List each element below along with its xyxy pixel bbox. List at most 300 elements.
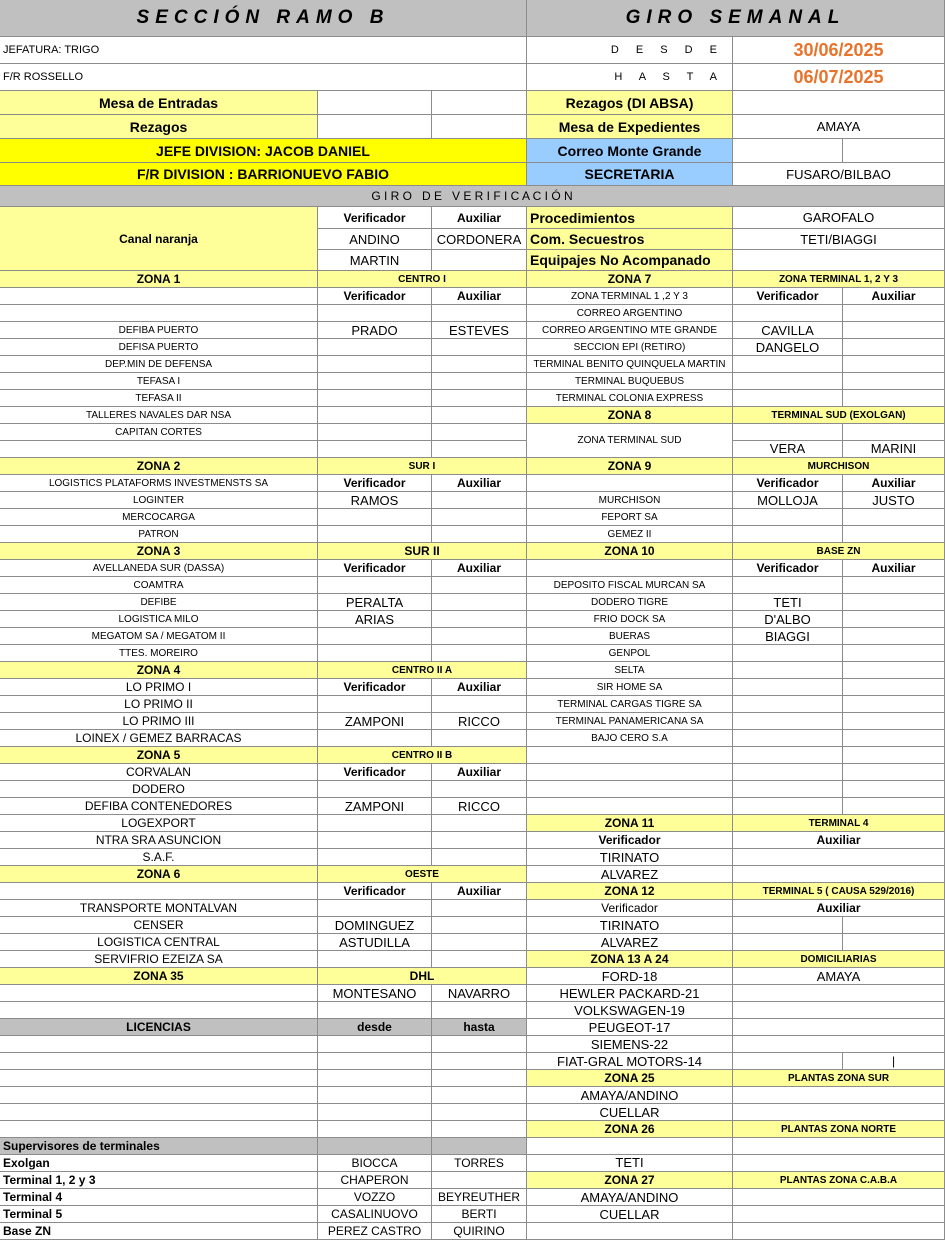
- zone-name: TETI: [527, 1155, 733, 1172]
- zone-item: ZONA TERMINAL SUD: [527, 424, 733, 458]
- empty-cell: [733, 934, 843, 951]
- zona-25-header: ZONA 25: [527, 1070, 733, 1087]
- empty-cell: [0, 305, 318, 322]
- canal-verificador-1: ANDINO: [318, 229, 432, 250]
- zone-item: LOGINTER: [0, 492, 318, 509]
- zone-item: FIAT-GRAL MOTORS-14: [527, 1053, 733, 1070]
- auxiliar-name: RICCO: [432, 798, 527, 815]
- zona-10-header: ZONA 10: [527, 543, 733, 560]
- supervisor-name: TORRES: [432, 1155, 527, 1172]
- zone-item: SIR HOME SA: [527, 679, 733, 696]
- empty-cell: [432, 611, 527, 628]
- empty-cell: [733, 1087, 945, 1104]
- zone-item: DEFISA PUERTO: [0, 339, 318, 356]
- jefe-division: JEFE DIVISION: JACOB DANIEL: [0, 139, 527, 163]
- supervisor-terminal: Exolgan: [0, 1155, 318, 1172]
- empty-cell: [0, 441, 318, 458]
- empty-cell: [733, 662, 843, 679]
- empty-cell: [733, 1053, 843, 1070]
- zone-name: AMAYA/ANDINO: [527, 1087, 733, 1104]
- zona-2-header: ZONA 2: [0, 458, 318, 475]
- empty-cell: [733, 849, 945, 866]
- empty-cell: [527, 798, 733, 815]
- supervisor-name: CHAPERON: [318, 1172, 432, 1189]
- zone-item: CORREO ARGENTINO MTE GRANDE: [527, 322, 733, 339]
- verificador-name: DOMINGUEZ: [318, 917, 432, 934]
- empty-cell: [432, 1138, 527, 1155]
- plantas-caba-header: PLANTAS ZONA C.A.B.A: [733, 1172, 945, 1189]
- auxiliar-header: Auxiliar: [432, 475, 527, 492]
- empty-cell: [733, 1002, 945, 1019]
- bar-mark: |: [843, 1053, 945, 1070]
- zone-item: COAMTRA: [0, 577, 318, 594]
- auxiliar-name: JUSTO: [843, 492, 945, 509]
- zone-item: CORVALAN: [0, 764, 318, 781]
- secretaria-value: FUSARO/BILBAO: [733, 163, 945, 186]
- supervisor-name: CASALINUOVO: [318, 1206, 432, 1223]
- empty-cell: [318, 1070, 432, 1087]
- zona-8-header: ZONA 8: [527, 407, 733, 424]
- verificador-header: Verificador: [318, 679, 432, 696]
- verificador-header: Verificador: [318, 475, 432, 492]
- verificador-name: TIRINATO: [527, 849, 733, 866]
- empty-cell: [0, 288, 318, 305]
- supervisor-name: PEREZ CASTRO: [318, 1223, 432, 1240]
- zona-13-24-header: ZONA 13 A 24: [527, 951, 733, 968]
- plantas-norte-header: PLANTAS ZONA NORTE: [733, 1121, 945, 1138]
- empty-cell: [733, 390, 843, 407]
- zone-item: DODERO: [0, 781, 318, 798]
- empty-cell: [318, 849, 432, 866]
- empty-cell: [0, 1070, 318, 1087]
- auxiliar-header: Auxiliar: [432, 288, 527, 305]
- empty-cell: [318, 815, 432, 832]
- zona-11-header: ZONA 11: [527, 815, 733, 832]
- empty-cell: [733, 1223, 945, 1240]
- verificador-name: RAMOS: [318, 492, 432, 509]
- auxiliar-header: Auxiliar: [432, 679, 527, 696]
- zone-item: DEFIBA CONTENEDORES: [0, 798, 318, 815]
- empty-cell: [318, 339, 432, 356]
- zone-item: CORREO ARGENTINO: [527, 305, 733, 322]
- empty-cell: [318, 1036, 432, 1053]
- sur-2-header: SUR II: [318, 543, 527, 560]
- auxiliar-header: Auxiliar: [432, 764, 527, 781]
- verificador-name: ZAMPONI: [318, 713, 432, 730]
- empty-cell: [843, 747, 945, 764]
- empty-cell: [0, 1036, 318, 1053]
- zone-item: DEFIBA PUERTO: [0, 322, 318, 339]
- zone-item: MEGATOM SA / MEGATOM II: [0, 628, 318, 645]
- empty-cell: [432, 424, 527, 441]
- empty-cell: [527, 1138, 733, 1155]
- empty-cell: [733, 91, 945, 115]
- auxiliar-header: Auxiliar: [432, 560, 527, 577]
- empty-cell: [843, 356, 945, 373]
- empty-cell: [733, 798, 843, 815]
- com-secuestros: Com. Secuestros: [527, 229, 733, 250]
- licencias-hasta: hasta: [432, 1019, 527, 1036]
- empty-cell: [432, 1104, 527, 1121]
- empty-cell: [733, 577, 843, 594]
- zona-26-header: ZONA 26: [527, 1121, 733, 1138]
- verificador-header: Verificador: [318, 560, 432, 577]
- empty-cell: [432, 390, 527, 407]
- empty-cell: [318, 91, 432, 115]
- empty-cell: [432, 91, 527, 115]
- mesa-expedientes: Mesa de Expedientes: [527, 115, 733, 139]
- murchison-header: MURCHISON: [733, 458, 945, 475]
- empty-cell: [432, 526, 527, 543]
- empty-cell: [843, 764, 945, 781]
- empty-cell: [432, 645, 527, 662]
- giro-semanal-title: GIRO SEMANAL: [527, 0, 945, 37]
- correo-monte-grande: Correo Monte Grande: [527, 139, 733, 163]
- empty-cell: [318, 1087, 432, 1104]
- verificador-name: DANGELO: [733, 339, 843, 356]
- supervisor-terminal: Base ZN: [0, 1223, 318, 1240]
- zone-item: TERMINAL CARGAS TIGRE SA: [527, 696, 733, 713]
- empty-cell: [432, 832, 527, 849]
- empty-cell: [843, 322, 945, 339]
- supervisor-name: [432, 1172, 527, 1189]
- empty-cell: [318, 1002, 432, 1019]
- zone-item: LO PRIMO II: [0, 696, 318, 713]
- verificador-name: ALVAREZ: [527, 934, 733, 951]
- zone-item: TEFASA II: [0, 390, 318, 407]
- empty-cell: [733, 526, 843, 543]
- empty-cell: [843, 373, 945, 390]
- desde-label: [527, 37, 733, 64]
- empty-cell: [733, 1189, 945, 1206]
- zone-item: TEFASA I: [0, 373, 318, 390]
- empty-cell: [733, 139, 843, 163]
- empty-cell: [843, 305, 945, 322]
- verificador-header: Verificador: [527, 832, 733, 849]
- empty-cell: [843, 594, 945, 611]
- empty-cell: [318, 951, 432, 968]
- empty-cell: [0, 1121, 318, 1138]
- empty-cell: [318, 730, 432, 747]
- zone-item: HEWLER PACKARD-21: [527, 985, 733, 1002]
- mesa-expedientes-value: AMAYA: [733, 115, 945, 139]
- empty-cell: [318, 1053, 432, 1070]
- zone-item: LOGISTICS PLATAFORMS INVESTMENSTS SA: [0, 475, 318, 492]
- empty-cell: [733, 696, 843, 713]
- hasta-label: [527, 64, 733, 91]
- zone-item: GEMEZ II: [527, 526, 733, 543]
- empty-cell: [432, 1036, 527, 1053]
- empty-cell: [318, 356, 432, 373]
- zone-item: DEFIBE: [0, 594, 318, 611]
- empty-cell: [733, 747, 843, 764]
- terminal-4-header: TERMINAL 4: [733, 815, 945, 832]
- empty-cell: [0, 985, 318, 1002]
- empty-cell: [843, 509, 945, 526]
- com-secuestros-value: TETI/BIAGGI: [733, 229, 945, 250]
- zona-27-header: ZONA 27: [527, 1172, 733, 1189]
- empty-cell: [432, 900, 527, 917]
- empty-cell: [318, 407, 432, 424]
- empty-cell: [733, 713, 843, 730]
- empty-cell: [0, 1087, 318, 1104]
- zona-12-header: ZONA 12: [527, 883, 733, 900]
- auxiliar-name: RICCO: [432, 713, 527, 730]
- fr-label: F/R ROSSELLO: [0, 64, 527, 91]
- empty-cell: [432, 373, 527, 390]
- empty-cell: [843, 917, 945, 934]
- empty-cell: [318, 115, 432, 139]
- zona-7-header: ZONA 7: [527, 271, 733, 288]
- empty-cell: [843, 662, 945, 679]
- verificador-name: VERA: [733, 441, 843, 458]
- domiciliarias-name: AMAYA: [733, 968, 945, 985]
- supervisor-terminal: Terminal 5: [0, 1206, 318, 1223]
- zone-item: TERMINAL COLONIA EXPRESS: [527, 390, 733, 407]
- verificador-name: ARIAS: [318, 611, 432, 628]
- zone-item: LOINEX / GEMEZ BARRACAS: [0, 730, 318, 747]
- empty-cell: [733, 250, 945, 271]
- licencias-desde: desde: [318, 1019, 432, 1036]
- jefatura-label: JEFATURA: TRIGO: [0, 37, 527, 64]
- empty-cell: [843, 611, 945, 628]
- canal-verificador-2: MARTIN: [318, 250, 432, 271]
- empty-cell: [432, 115, 527, 139]
- empty-cell: [733, 917, 843, 934]
- empty-cell: [733, 1155, 945, 1172]
- rezagos-absa: Rezagos (DI ABSA): [527, 91, 733, 115]
- empty-cell: [733, 305, 843, 322]
- domiciliarias-header: DOMICILIARIAS: [733, 951, 945, 968]
- empty-cell: [432, 781, 527, 798]
- empty-cell: [733, 730, 843, 747]
- procedimientos-value: GAROFALO: [733, 207, 945, 229]
- verificador-name: ALVAREZ: [527, 866, 733, 883]
- verificador-header: Verificador: [733, 560, 843, 577]
- empty-cell: [432, 1087, 527, 1104]
- empty-cell: [432, 917, 527, 934]
- oeste-header: OESTE: [318, 866, 527, 883]
- canal-verificador-header: Verificador: [318, 207, 432, 229]
- zone-item: S.A.F.: [0, 849, 318, 866]
- empty-cell: [318, 645, 432, 662]
- empty-cell: [843, 713, 945, 730]
- empty-cell: [843, 934, 945, 951]
- empty-cell: [843, 424, 945, 441]
- canal-auxiliar-header: Auxiliar: [432, 207, 527, 229]
- auxiliar-header: Auxiliar: [843, 560, 945, 577]
- fr-division: F/R DIVISION : BARRIONUEVO FABIO: [0, 163, 527, 186]
- empty-cell: [432, 509, 527, 526]
- verificador-name: D'ALBO: [733, 611, 843, 628]
- supervisor-terminal: Terminal 1, 2 y 3: [0, 1172, 318, 1189]
- verificador-header: Verificador: [318, 764, 432, 781]
- zone-item: PATRON: [0, 526, 318, 543]
- verificador-name: CAVILLA: [733, 322, 843, 339]
- empty-cell: [0, 1002, 318, 1019]
- empty-cell: [843, 390, 945, 407]
- zona-9-header: ZONA 9: [527, 458, 733, 475]
- zone-item: DEP.MIN DE DEFENSA: [0, 356, 318, 373]
- terminal-sud-header: TERMINAL SUD (EXOLGAN): [733, 407, 945, 424]
- empty-cell: [733, 356, 843, 373]
- desde-label-text: D E S D E: [610, 44, 724, 56]
- zone-name: CUELLAR: [527, 1104, 733, 1121]
- auxiliar-name: ESTEVES: [432, 322, 527, 339]
- mesa-entradas: Mesa de Entradas: [0, 91, 318, 115]
- zona-5-header: ZONA 5: [0, 747, 318, 764]
- zone-item: SELTA: [527, 662, 733, 679]
- verificador-name: ASTUDILLA: [318, 934, 432, 951]
- centro-2a-header: CENTRO II A: [318, 662, 527, 679]
- supervisor-name: BEYREUTHER: [432, 1189, 527, 1206]
- secretaria: SECRETARIA: [527, 163, 733, 186]
- giro-verificacion-header: G I R O D E V E R I F I C A C I Ó N: [0, 186, 945, 207]
- empty-cell: [432, 696, 527, 713]
- zona-1-header: ZONA 1: [0, 271, 318, 288]
- empty-cell: [843, 645, 945, 662]
- zone-name: AMAYA/ANDINO: [527, 1189, 733, 1206]
- empty-cell: [843, 339, 945, 356]
- verificador-header: Verificador: [318, 288, 432, 305]
- terminal-123-header: ZONA TERMINAL 1, 2 Y 3: [733, 271, 945, 288]
- empty-cell: [318, 526, 432, 543]
- empty-cell: [432, 305, 527, 322]
- verificador-name: PERALTA: [318, 594, 432, 611]
- verificador-header: Verificador: [733, 288, 843, 305]
- verificador-name: TIRINATO: [527, 917, 733, 934]
- zone-item: LO PRIMO I: [0, 679, 318, 696]
- empty-cell: [432, 730, 527, 747]
- zone-item: CAPITAN CORTES: [0, 424, 318, 441]
- supervisor-name: QUIRINO: [432, 1223, 527, 1240]
- empty-cell: [843, 798, 945, 815]
- auxiliar-name: NAVARRO: [432, 985, 527, 1002]
- empty-cell: [432, 441, 527, 458]
- zone-item: SERVIFRIO EZEIZA SA: [0, 951, 318, 968]
- empty-cell: [318, 1104, 432, 1121]
- empty-cell: [432, 1121, 527, 1138]
- procedimientos: Procedimientos: [527, 207, 733, 229]
- empty-cell: [432, 594, 527, 611]
- zone-item: ZONA TERMINAL 1 ,2 Y 3: [527, 288, 733, 305]
- auxiliar-header: Auxiliar: [733, 832, 945, 849]
- empty-cell: [733, 781, 843, 798]
- plantas-sur-header: PLANTAS ZONA SUR: [733, 1070, 945, 1087]
- sur-1-header: SUR I: [318, 458, 527, 475]
- zone-item: MURCHISON: [527, 492, 733, 509]
- equipajes: Equipajes No Acompanado: [527, 250, 733, 271]
- empty-cell: [318, 577, 432, 594]
- empty-cell: [527, 475, 733, 492]
- zone-item: LOGISTICA CENTRAL: [0, 934, 318, 951]
- zona-3-header: ZONA 3: [0, 543, 318, 560]
- hasta-label-text: H A S T A: [614, 71, 724, 83]
- zone-item: FRIO DOCK SA: [527, 611, 733, 628]
- zone-name: CUELLAR: [527, 1206, 733, 1223]
- empty-cell: [733, 1019, 945, 1036]
- empty-cell: [432, 1070, 527, 1087]
- zone-item: MERCOCARGA: [0, 509, 318, 526]
- supervisor-name: BIOCCA: [318, 1155, 432, 1172]
- empty-cell: [733, 1138, 945, 1155]
- empty-cell: [843, 781, 945, 798]
- empty-cell: [843, 577, 945, 594]
- supervisor-name: VOZZO: [318, 1189, 432, 1206]
- empty-cell: [843, 526, 945, 543]
- auxiliar-header: Auxiliar: [843, 288, 945, 305]
- empty-cell: [733, 645, 843, 662]
- verificador-name: BIAGGI: [733, 628, 843, 645]
- empty-cell: [733, 866, 945, 883]
- canal-auxiliar-1: CORDONERA: [432, 229, 527, 250]
- canal-naranja: Canal naranja: [0, 207, 318, 271]
- zone-item: NTRA SRA ASUNCION: [0, 832, 318, 849]
- verificador-header: Verificador: [733, 475, 843, 492]
- empty-cell: [843, 696, 945, 713]
- zona-6-header: ZONA 6: [0, 866, 318, 883]
- empty-cell: [527, 781, 733, 798]
- terminal-5-header: TERMINAL 5 ( CAUSA 529/2016): [733, 883, 945, 900]
- zone-item: TERMINAL BUQUEBUS: [527, 373, 733, 390]
- empty-cell: [0, 1053, 318, 1070]
- empty-cell: [733, 1104, 945, 1121]
- empty-cell: [432, 849, 527, 866]
- empty-cell: [318, 390, 432, 407]
- auxiliar-header: Auxiliar: [733, 900, 945, 917]
- empty-cell: [318, 441, 432, 458]
- empty-cell: [318, 1138, 432, 1155]
- auxiliar-header: Auxiliar: [432, 883, 527, 900]
- verificador-name: ZAMPONI: [318, 798, 432, 815]
- verificador-header: Verificador: [527, 900, 733, 917]
- empty-cell: [432, 250, 527, 271]
- zone-item: PEUGEOT-17: [527, 1019, 733, 1036]
- empty-cell: [432, 951, 527, 968]
- supervisor-terminal: Terminal 4: [0, 1189, 318, 1206]
- empty-cell: [733, 424, 843, 441]
- empty-cell: [432, 407, 527, 424]
- empty-cell: [733, 985, 945, 1002]
- empty-cell: [432, 577, 527, 594]
- empty-cell: [318, 628, 432, 645]
- empty-cell: [843, 139, 945, 163]
- verificador-name: MOLLOJA: [733, 492, 843, 509]
- zone-item: BUERAS: [527, 628, 733, 645]
- zone-item: AVELLANEDA SUR (DASSA): [0, 560, 318, 577]
- empty-cell: [318, 424, 432, 441]
- zone-item: LO PRIMO III: [0, 713, 318, 730]
- zone-item: TERMINAL PANAMERICANA SA: [527, 713, 733, 730]
- verificador-name: TETI: [733, 594, 843, 611]
- hasta-date: 06/07/2025: [733, 64, 945, 91]
- zone-item: FORD-18: [527, 968, 733, 985]
- section-title: SECCIÓN RAMO B: [0, 0, 527, 37]
- zone-item: SIEMENS-22: [527, 1036, 733, 1053]
- zone-item: CENSER: [0, 917, 318, 934]
- centro-1-header: CENTRO I: [318, 271, 527, 288]
- desde-date: 30/06/2025: [733, 37, 945, 64]
- zone-item: TALLERES NAVALES DAR NSA: [0, 407, 318, 424]
- zone-item: VOLKSWAGEN-19: [527, 1002, 733, 1019]
- zona-4-header: ZONA 4: [0, 662, 318, 679]
- empty-cell: [733, 1036, 945, 1053]
- empty-cell: [733, 764, 843, 781]
- zona-35-header: ZONA 35: [0, 968, 318, 985]
- dhl-header: DHL: [318, 968, 527, 985]
- empty-cell: [432, 492, 527, 509]
- zone-item: TERMINAL BENITO QUINQUELA MARTIN: [527, 356, 733, 373]
